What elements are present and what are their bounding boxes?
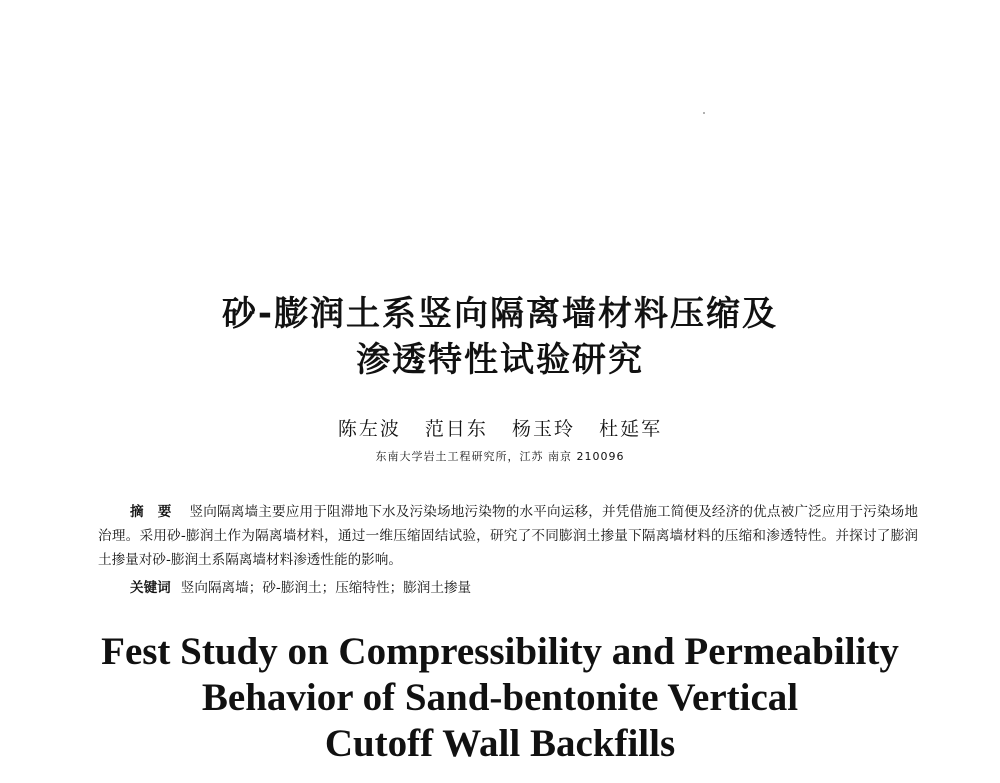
keywords-label: 关键词 — [130, 580, 171, 596]
chinese-title-line-2: 渗透特性试验研究 — [356, 340, 644, 380]
abstract-label: 摘要 — [130, 504, 186, 520]
keywords — [130, 578, 471, 598]
abstract — [98, 500, 918, 572]
scan-speck — [703, 112, 705, 114]
abstract-text: 竖向隔离墙主要应用于阻滞地下水及污染场地污染物的水平向运移，并凭借施工简便及经济的优点被广泛应用于污染场地治理。采用砂-膨润土作为隔离墙材料，通过一维压缩固结试验，研究了不同膨润土掺量下隔离墙材料的压缩和渗透特性。并探讨了膨润土掺量对砂-膨润土系隔离墙材料渗透性能的影响。 — [98, 504, 918, 568]
english-title-line-3: Cutoff Wall Backfills — [324, 722, 676, 765]
authors: 陈左波 范日东 杨玉玲 杜延军 — [337, 418, 663, 440]
chinese-title-line-1: 砂-膨润土系竖向隔离墙材料压缩及 — [221, 294, 779, 334]
english-title-line-1: Fest Study on Compressibility and Permeability — [101, 630, 899, 673]
keywords-text: 竖向隔离墙；砂-膨润土；压缩特性；膨润土掺量 — [180, 580, 472, 596]
affiliation: 东南大学岩土工程研究所，江苏 南京 210096 — [375, 450, 625, 463]
english-title-line-2: Behavior of Sand-bentonite Vertical — [201, 676, 799, 719]
